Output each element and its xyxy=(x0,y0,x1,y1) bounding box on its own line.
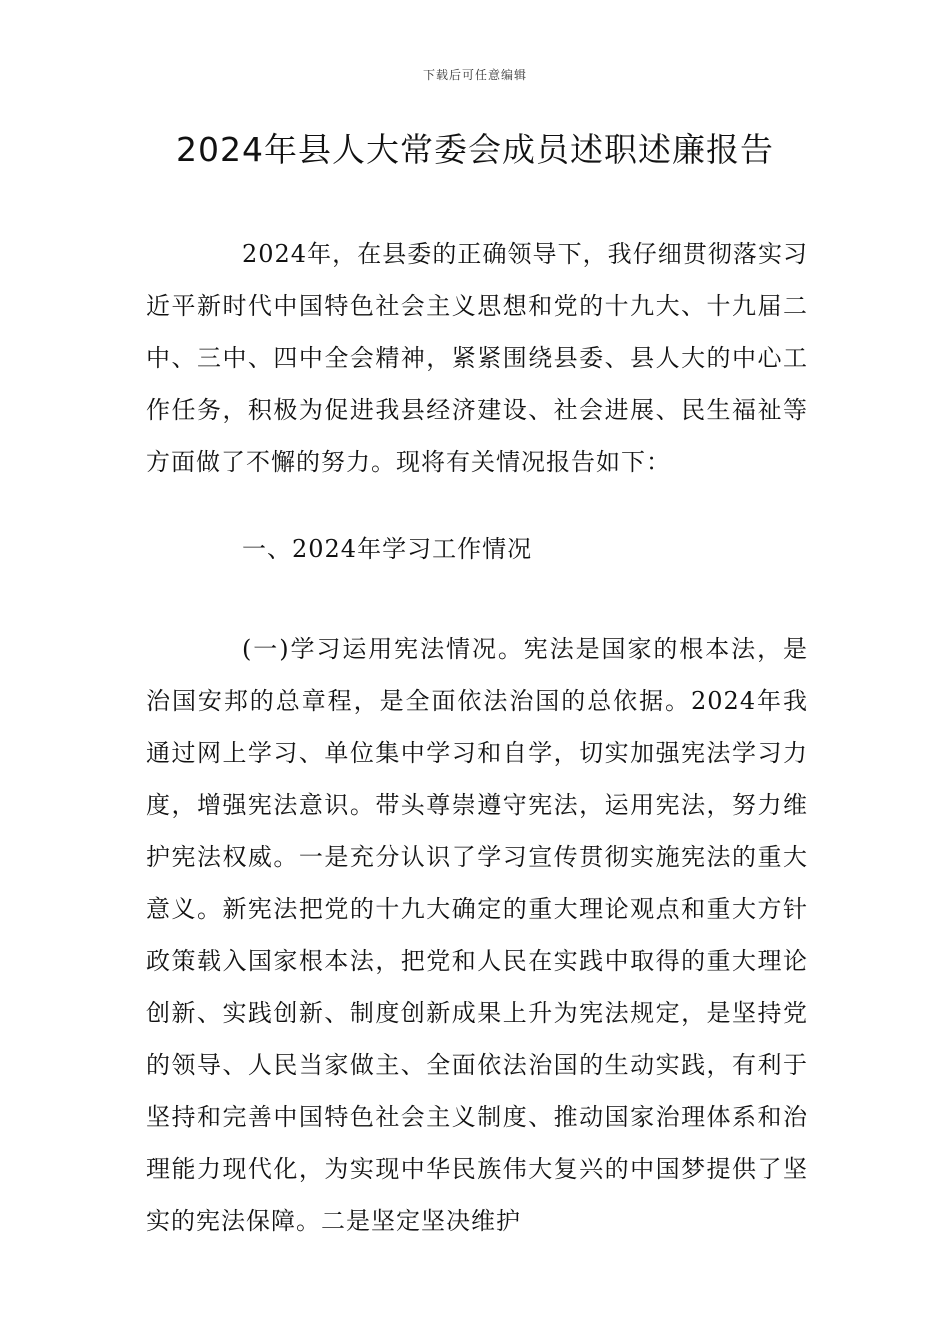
constitution-paragraph: (一)学习运用宪法情况。宪法是国家的根本法，是治国安邦的总章程，是全面依法治国的总依据。2024年我通过网上学习、单位集中学习和自学，切实加强宪法学习力度，增强宪法意识。带头尊崇遵守宪法，运用宪法，努力维护宪法权威。一是充分认识了学习宣传贯彻实施宪法的重大意义。新宪法把党的十九大确定的重大理论观点和重大方针政策载入国家根本法，把党和人民在实践中取得的重大理论创新、实践创新、制度创新成果上升为宪法规定，是坚持党的领导、人民当家做主、全面依法治国的生动实践，有利于坚持和完善中国特色社会主义制度、推动国家治理体系和治理能力现代化，为实现中华民族伟大复兴的中国梦提供了坚实的宪法保障。二是坚定坚决维护 xyxy=(146,635,808,1235)
intro-paragraph: 2024年，在县委的正确领导下，我仔细贯彻落实习近平新时代中国特色社会主义思想和党的十九大、十九届二中、三中、四中全会精神，紧紧围绕县委、县人大的中心工作任务，积极为促进我县经济建设、社会进展、民生福祉等方面做了不懈的努力。现将有关情况报告如下： xyxy=(146,240,808,476)
document-title: 2024年县人大常委会成员述职述廉报告 xyxy=(176,130,774,169)
header-note: 下载后可任意编辑 xyxy=(422,68,527,82)
section-heading: 一、2024年学习工作情况 xyxy=(242,535,533,563)
